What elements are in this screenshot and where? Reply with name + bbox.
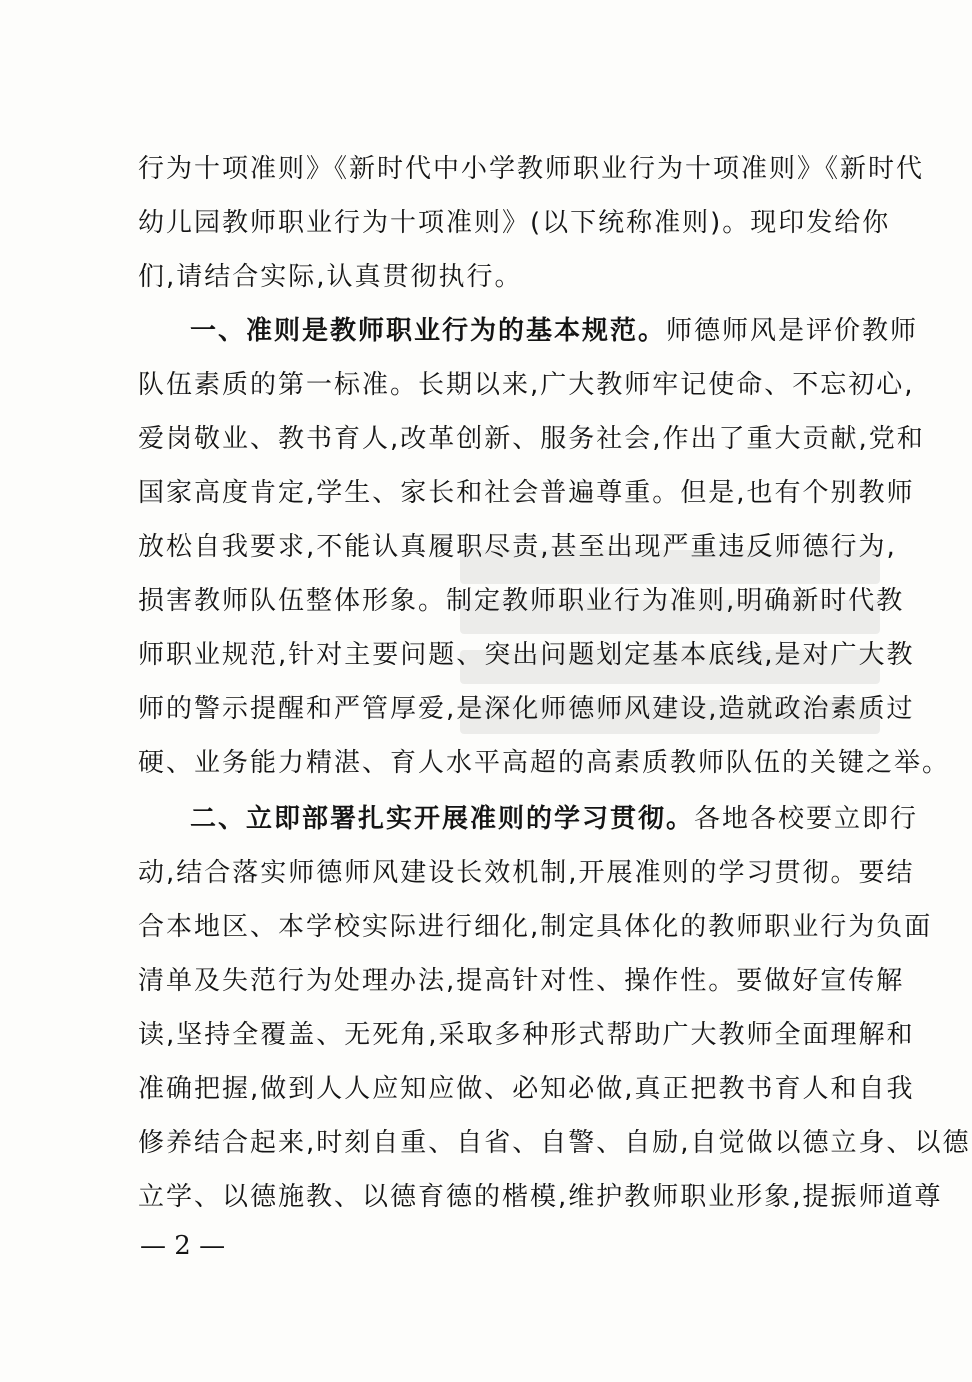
body-line: 硬、业务能力精湛、育人水平高超的高素质教师队伍的关键之举。 <box>138 748 951 778</box>
body-text: 各地各校要立即行 <box>694 804 919 834</box>
body-line: 读,坚持全覆盖、无死角,采取多种形式帮助广大教师全面理解和 <box>138 1020 915 1050</box>
body-line: 修养结合起来,时刻自重、自省、自警、自励,自觉做以德立身、以德 <box>138 1128 971 1158</box>
body-line: 师职业规范,针对主要问题、突出问题划定基本底线,是对广大教 <box>138 640 915 670</box>
page-number: — 2 — <box>140 1231 226 1261</box>
section-heading-1: 一、准则是教师职业行为的基本规范。 <box>190 316 667 346</box>
body-line: 队伍素质的第一标准。长期以来,广大教师牢记使命、不忘初心, <box>138 370 915 400</box>
body-text: 师德师风是评价教师 <box>666 316 919 346</box>
section-heading-2: 二、立即部署扎实开展准则的学习贯彻。 <box>190 804 695 834</box>
body-line: 幼儿园教师职业行为十项准则》(以下统称准则)。现印发给你 <box>138 208 891 238</box>
paragraph-2-first-line <box>190 792 919 846</box>
body-line: 立学、以德施教、以德育德的楷模,维护教师职业形象,提振师道尊 <box>138 1182 943 1212</box>
body-line: 准确把握,做到人人应知应做、必知必做,真正把教书育人和自我 <box>138 1074 915 1104</box>
body-line: 爱岗敬业、教书育人,改革创新、服务社会,作出了重大贡献,党和 <box>138 424 925 454</box>
body-line: 动,结合落实师德师风建设长效机制,开展准则的学习贯彻。要结 <box>138 858 915 888</box>
paragraph-1-first-line <box>190 304 919 358</box>
body-line: 们,请结合实际,认真贯彻执行。 <box>138 262 523 292</box>
body-line: 师的警示提醒和严管厚爱,是深化师德师风建设,造就政治素质过 <box>138 694 915 724</box>
body-line: 清单及失范行为处理办法,提高针对性、操作性。要做好宣传解 <box>138 966 905 996</box>
body-line: 国家高度肯定,学生、家长和社会普遍尊重。但是,也有个别教师 <box>138 478 915 508</box>
body-line: 合本地区、本学校实际进行细化,制定具体化的教师职业行为负面 <box>138 912 933 942</box>
body-line: 行为十项准则》《新时代中小学教师职业行为十项准则》《新时代 <box>138 154 925 184</box>
body-line: 放松自我要求,不能认真履职尽责,甚至出现严重违反师德行为, <box>138 532 897 562</box>
body-line: 损害教师队伍整体形象。制定教师职业行为准则,明确新时代教 <box>138 586 905 616</box>
